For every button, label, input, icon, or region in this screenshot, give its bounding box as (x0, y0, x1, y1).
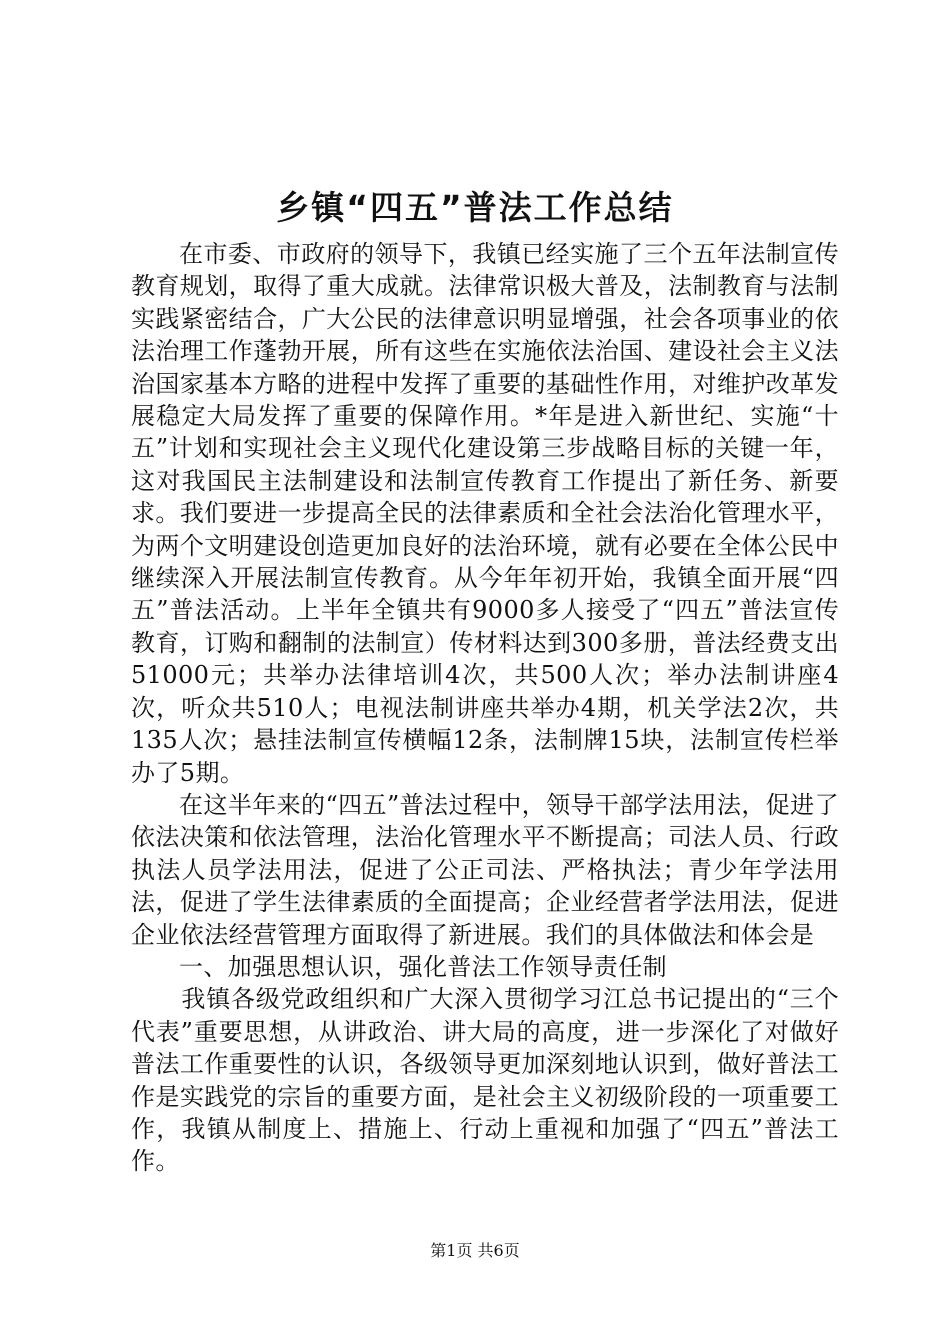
paragraph-section-one: 我镇各级党政组织和广大深入贯彻学习江总书记提出的“三个代表”重要思想，从讲政治、讲大局的高度，进一步深化了对做好普法工作重要性的认识，各级领导更加深刻地认识到，做好普法工作是实践党的宗旨的重要方面，是社会主义初级阶段的一项重要工作，我镇从制度上、措施上、行动上重视和加强了“四五”普法工作。 (131, 985, 839, 1176)
document-body (131, 238, 839, 1178)
document-title: 乡镇“四五”普法工作总结 (276, 188, 674, 227)
page-number-footer: 第1页 共6页 (430, 1241, 520, 1260)
paragraph-intro: 在市委、市政府的领导下，我镇已经实施了三个五年法制宣传教育规划，取得了重大成就。法律常识极大普及，法制教育与法制实践紧密结合，广大公民的法律意识明显增强，社会各项事业的依法治理工作蓬勃开展，所有这些在实施依法治国、建设社会主义法治国家基本方略的进程中发挥了重要的基础性作用，对维护改革发展稳定大局发挥了重要的保障作用。*年是进入新世纪、实施“十五”计划和实现社会主义现代化建设第三步战略目标的关键一年，这对我国民主法制建设和法制宣传教育工作提出了新任务、新要求。我们要进一步提高全民的法律素质和全社会法治化管理水平，为两个文明建设创造更加良好的法治环境，就有必要在全体公民中继续深入开展法制宣传教育。从今年年初开始，我镇全面开展“四五”普法活动。上半年全镇共有9000多人接受了“四五”普法宣传教育，订购和翻制的法制宣）传材料达到300多册，普法经费支出51000元；共举办法律培训4次，共500人次；举办法制讲座4次，听众共510人；电视法制讲座共举办4期，机关学法2次，共135人次；悬挂法制宣传横幅12条，法制牌15块，法制宣传栏举办了5期。 (131, 240, 839, 787)
section-heading: 一、加强思想认识，强化普法工作领导责任制 (179, 952, 667, 981)
paragraph-summary: 在这半年来的“四五”普法过程中，领导干部学法用法，促进了依法决策和依法管理，法治化管理水平不断提高；司法人员、行政执法人员学法用法，促进了公正司法、严格执法；青少年学法用法，促进了学生法律素质的全面提高；企业经营者学法用法，促进企业依法经营管理方面取得了新进展。我们的具体做法和体会是 (131, 790, 839, 949)
